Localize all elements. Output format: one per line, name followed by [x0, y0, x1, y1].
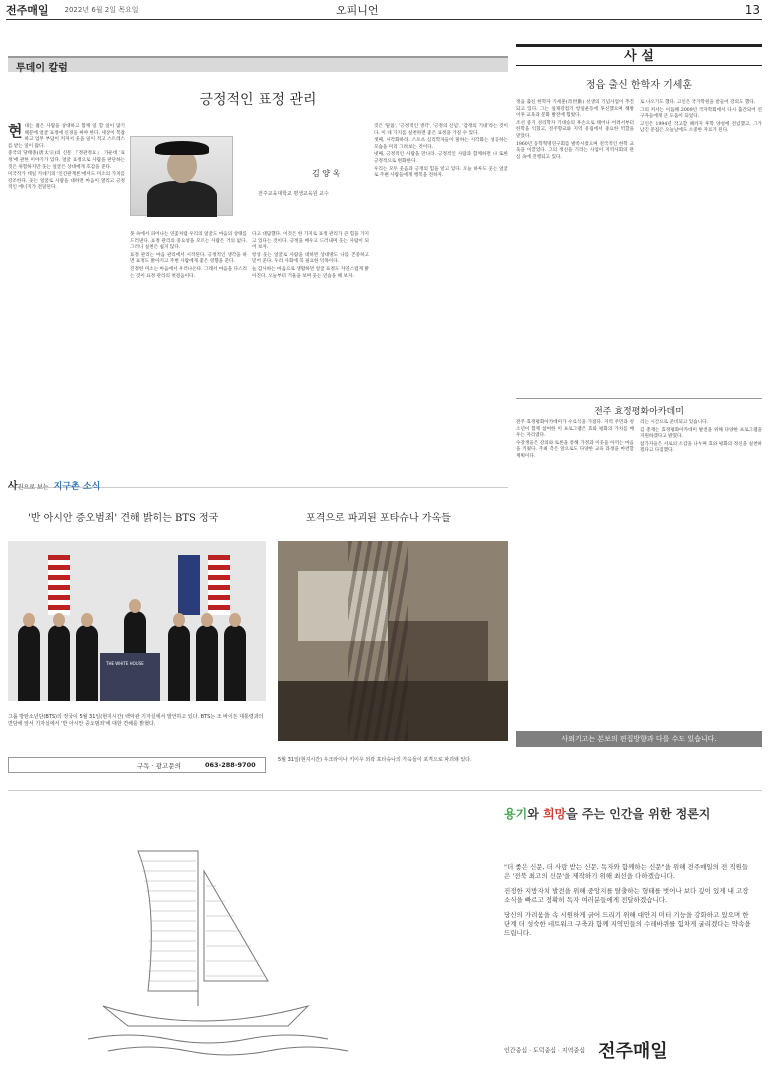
ad-title-mid: 와 [527, 807, 543, 821]
ad-logo [504, 1037, 668, 1063]
ad-slogan: 인간중심 · 도덕중심 · 지역중심 [504, 1047, 585, 1055]
editorial2-title: 전주 효정평화아카데미 [516, 398, 762, 417]
photo1-title: '반 아시안 증오범죄' 견해 밝히는 BTS 정국 [28, 513, 219, 524]
issue-date: 2022년 6월 2일 목요일 [64, 5, 139, 14]
photo1-caption: 그룹 방탄소년단(BTS)의 정국이 5월 31일(현지시간) 백악관 기자실에서 발언하고 있다. BTS는 조 바이든 대통령과의 면담에 앞서 기자실에서 '반 아시안 증오범죄'에 대한 견해를 밝혔다. [8, 714, 264, 727]
editorial-title: 정읍 출신 한학자 기세훈 [585, 80, 693, 91]
paragraph: 셋째, 시각화하라. 스포츠 심리학자들이 말하는 시각화는 성공하는 모습을 미리 그려보는 것이다. [374, 138, 508, 150]
header-small-text: 진으로 보는 [17, 484, 49, 491]
today-column-label: 투데이 칼럼 [16, 63, 68, 74]
paragraph: 김 총재는 효정평화아카데미 발전을 위해 다양한 프로그램을 지원하겠다고 밝혔다. [640, 427, 762, 440]
ad-title [504, 805, 710, 822]
paragraph: 못 속에서 피어나는 연꽃처럼 우리의 얼굴도 마음의 상태를 드러낸다. 표정 관리의 중요성을 모르는 사람은 거의 없다. 그러나 실천은 쉽지 않다. [130, 232, 247, 251]
editorial-text-2 [640, 100, 762, 340]
paragraph: 수강생들은 강의와 토론을 통해 가정과 이웃을 아끼는 마음을 키웠다. 주최 측은 앞으로도 다양한 교육 과정을 마련할 계획이다. [516, 440, 634, 459]
subscribe-box [8, 757, 266, 773]
editorial-text-1 [516, 100, 634, 386]
podium-label: THE WHITE HOUSE [106, 661, 144, 666]
author-photo [130, 136, 233, 216]
ad-paragraph-3: 당신의 가려움을 속 시원하게 긁어 드리기 위해 대안지 미터 기능을 강화하고 있으며 한 단계 더 성숙한 네트워크 구축과 함께 지역민들의 수레바퀴를 힘차게 굴리겠다는 약속을 드립니다. [504, 911, 751, 937]
author-name: 김 양 옥 [312, 169, 341, 178]
ad-title-rest: 을 주는 인간을 위한 정론지 [566, 807, 711, 821]
paragraph: 늘 감사하는 마음으로 생활하면 얼굴 표정도 자연스럽게 밝아진다. 오늘부터 거울을 보며 웃는 연습을 해 보자. [252, 266, 369, 279]
paragraph: 미국작가 데일 카네기의 '인간관계론'에서도 미소의 가치를 강조한다. 웃는 얼굴로 사람을 대하면 마음이 열리고 긍정적인 에너지가 전달된다. [8, 172, 125, 191]
today-column-title: 긍정적인 표정 관리 [199, 92, 317, 108]
subscribe-phone: 063-288-9700 [205, 761, 256, 769]
editorial2-text-1 [516, 420, 634, 720]
today-column-text-4 [374, 124, 508, 454]
author-role: 전주교육대학교 평생교육원 교수 [258, 191, 329, 197]
ad-paragraph-2: 진정한 지방자치 발전을 위해 중앙지를 탈출하는 형태를 벗어나 보다 깊이 있게 내 고장 소식을 빠르고 정확히 독자 여러분들에게 전달하겠습니다. [504, 887, 749, 904]
paragraph: 중국의 당태종(唐太宗)의 신문 『정관정요』 가운데 '표정'에 관한 이야기가 있다. 얼굴 표정으로 사람을 판단하는 것은 위험하지만 웃는 얼굴은 상대에게 호감을 준다. [8, 151, 125, 170]
paragraph: 다고 대답했다. 이것은 한 가지로 표정 관리가 큰 힘을 가지고 있다는 것이다. 긍정을 배우고 드러내며 웃는 사람이 되어 보자. [252, 232, 369, 251]
dropcap: 현 [8, 122, 23, 140]
paragraph: 대는 젊은 사람을 상대하고 함께 일 할 일이 많기 때문에 얼굴 표정에 신경을 써야 한다. 세상이 복잡하고 업무 부담이 커져서 웃을 일이 적고 스트레스를 받는 일이 많다. [8, 124, 125, 149]
paragraph: 진정한 미소는 마음에서 우러나온다. 그래서 마음을 다스리는 것이 표정 관리의 첫걸음이다. [130, 266, 247, 279]
today-column-text-1 [8, 124, 125, 454]
today-column-text-3 [252, 232, 369, 454]
photo2-title: 포격으로 파괴된 포타슈나 가옥들 [306, 513, 451, 524]
section-name: 오피니언 [336, 3, 379, 17]
paragraph: 로 나오기도 했다. 고인은 국가학원을 받들어 강의도 했다. [640, 100, 756, 105]
ad-text [504, 863, 754, 944]
world-photos-header [8, 474, 508, 492]
paragraph: 항상 웃는 얼굴로 사람을 대하면 상대방도 나를 존중하고 믿어 준다. 우리 사회에 꼭 필요한 덕목이다. [252, 252, 369, 265]
subscribe-label: 구독 · 광고문의 [137, 762, 181, 770]
header-big-char: 사 [8, 481, 18, 492]
ad-paper-name: 전주매일 [598, 1041, 668, 1062]
paragraph: 1960년 동학혁명연구회를 발족시켰으며 전국적인 한학 교육을 이끌었다. 그의 정신을 기리는 사업이 지역사회의 관심 속에 진행되고 있다. [516, 141, 634, 160]
masthead [6, 0, 762, 20]
paragraph: 정읍 출신 한학자 기세훈(奇世勳) 선생의 기념사업이 추진되고 있다. 그는 일제강점기 항일운동에 투신했으며 해방 이후 교육과 문화 발전에 힘썼다. [516, 100, 634, 119]
destroyed-houses-photo [278, 541, 508, 741]
paragraph: 전주 효정평화아카데미가 수료식을 가졌다. 지역 주민과 청소년이 함께 참여한 이 프로그램은 효와 평화의 가치를 배우는 자리였다. [516, 420, 634, 439]
podium [100, 653, 160, 701]
paragraph: 것은 '말씀', '긍정적인 생각', '긍정의 신념', '감정의 기대'라는 것이다. 이 네 가지를 실천하면 좋은 표정을 가질 수 있다. [374, 124, 508, 136]
editorial2-text-2 [640, 420, 762, 720]
paragraph: 우리는 모두 웃음과 긍정의 힘을 알고 있다. 오늘 하루도 웃는 얼굴로 주변 사람들에게 행복을 전하자. [374, 166, 508, 179]
editorial-header: 사 설 [516, 44, 762, 66]
paragraph: 그의 저서는 이듬해 2009년 국자학회에서 다시 출간되어 연구자들에게 큰 도움이 되었다. [640, 107, 762, 120]
paragraph: 조선 중기 성리학자 기대승의 후손으로 태어나 어려서부터 한학을 익혔고, 전주향교와 지역 유림에서 중요한 역할을 맡았다. [516, 120, 634, 139]
header-blue-text: 지구촌 소식 [53, 482, 101, 492]
paragraph: 리는 시간으로 준비되고 있습니다. [640, 420, 708, 425]
ad-title-highlight-1: 용기 [504, 807, 528, 821]
opinion-notice: 사외기고는 본보의 편집방향과 다를 수도 있습니다. [516, 731, 762, 747]
sailboat-illustration [8, 791, 478, 1081]
paragraph: 참가자들은 서로의 소감을 나누며 효와 평화의 정신을 실천하겠다고 다짐했다. [640, 441, 762, 454]
ad-paragraph-1: "더 좋은 신문, 더 사랑 받는 신문, 독자와 함께하는 신문"을 위해 전주매일의 전 직원들은 '전북 최고의 신문'을 제작하기 위해 최선을 다하겠습니다. [504, 863, 749, 880]
photo2-caption: 5월 31일(현지시간) 우크라이나 키이우 외곽 포타슈나의 가옥들이 포격으로 파괴돼 있다. [278, 757, 472, 763]
paragraph: 넷째, 긍정적인 사람을 만나라. 긍정적인 사람과 함께하면 나 또한 긍정적으로 변화한다. [374, 152, 508, 164]
paragraph: 고인은 1994년 작고할 때까지 후학 양성에 전념했고, 그가 남긴 문집은 오늘날에도 소중한 자료가 된다. [640, 121, 762, 134]
today-column-bar [8, 56, 508, 72]
page-number: 13 [744, 2, 760, 17]
today-column-text-2 [130, 232, 247, 454]
ad-title-highlight-2: 희망 [542, 807, 567, 821]
newspaper-ad [8, 790, 762, 1086]
bts-photo [8, 541, 266, 701]
paragraph: 표정 관리는 마음 관리에서 시작된다. 긍정적인 생각을 하면 표정도 밝아지고 주변 사람에게 좋은 영향을 준다. [130, 252, 247, 265]
paper-name: 전주매일 [6, 3, 49, 17]
